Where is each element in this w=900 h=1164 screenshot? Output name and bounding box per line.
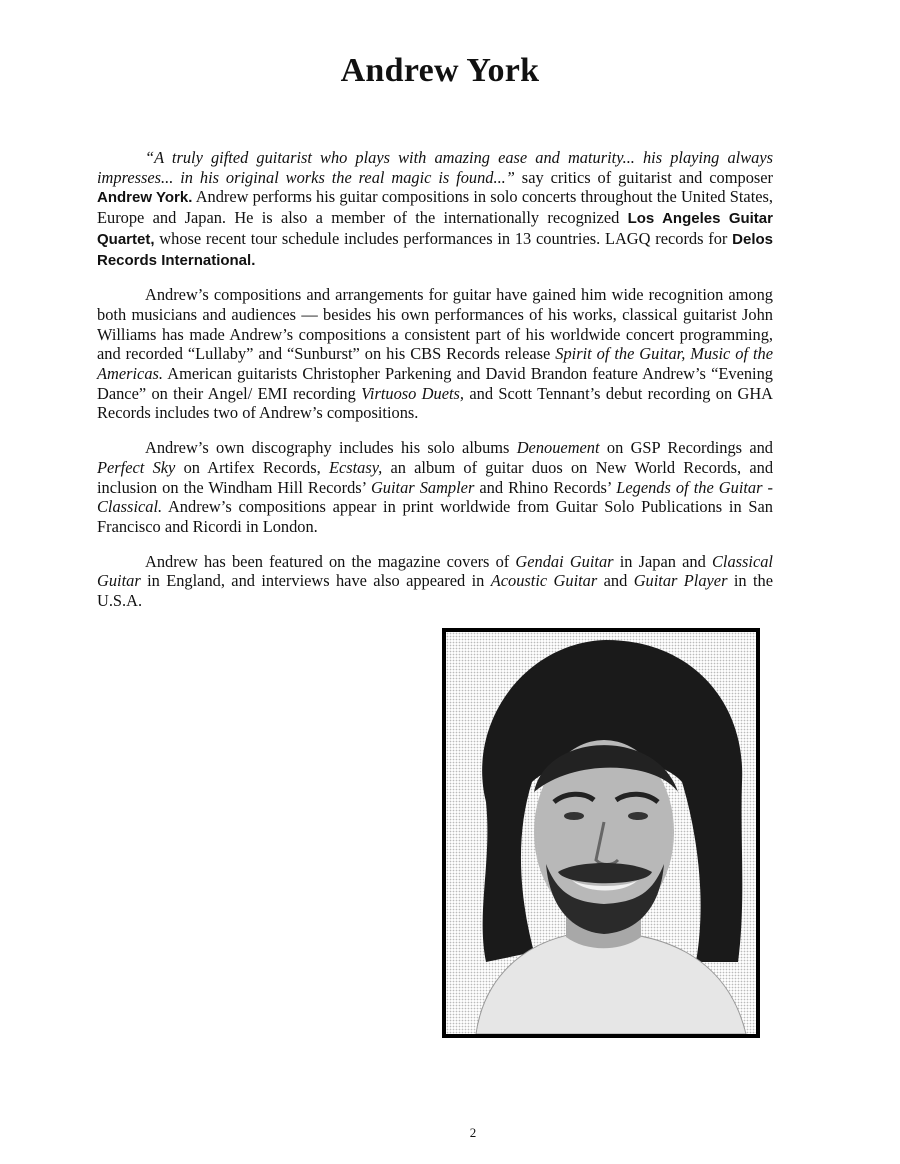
critics-quote: “A truly gifted guitarist who plays with amazing ease and maturity... his playing always impresses... in his original works the real magic is found...” bbox=[97, 148, 773, 187]
album-title: Legends of the Guitar - Classical. bbox=[97, 477, 774, 517]
text-run: and Scott Tennant’s debut recording on GHA Records includes two of Andrew’s compositions. bbox=[97, 383, 773, 423]
portrait-photo bbox=[442, 628, 760, 1038]
text-run: Andrew’s own discography includes his solo albums bbox=[145, 438, 517, 458]
text-run: and Rhino Records’ bbox=[474, 477, 617, 497]
magazine-title: Classical Guitar bbox=[97, 551, 773, 591]
text-run: American guitarists Christopher Parkening and David Brandon feature Andrew’s “Evening Dance” on their Angel/ EMI recording bbox=[97, 364, 773, 403]
page-title: Andrew York bbox=[340, 52, 540, 89]
right-eye bbox=[628, 812, 648, 820]
magazine-title: Acoustic Guitar bbox=[490, 571, 598, 591]
biography-text bbox=[97, 148, 773, 611]
text-run: whose recent tour schedule includes performances in 13 countries. LAGQ records for bbox=[154, 228, 733, 248]
paragraph-2 bbox=[97, 285, 773, 423]
portrait-illustration bbox=[446, 632, 756, 1034]
text-run: and bbox=[597, 571, 634, 591]
artist-name: Andrew York. bbox=[97, 189, 193, 207]
paragraph-3 bbox=[97, 438, 773, 537]
left-eye bbox=[564, 812, 584, 820]
text-run: Andrew’s compositions and arrangements for guitar have gained him wide recognition among both musicians and audiences — besides his own performances of his works, classical guitarist John Williams has made Andrew’s compositions a consistent part of his worldwide concert programming, and recorded “Lullaby” and “Sunburst” on his CBS Records release bbox=[97, 285, 773, 364]
album-title: Virtuoso Duets, bbox=[361, 383, 465, 403]
magazine-title: Guitar Player bbox=[633, 571, 728, 591]
page-number: 2 bbox=[469, 1125, 477, 1140]
album-title: Denouement bbox=[516, 438, 600, 458]
text-run: Andrew’s compositions appear in print worldwide from Guitar Solo Publications in San Francisco and Ricordi in London. bbox=[97, 497, 773, 536]
magazine-title: Gendai Guitar bbox=[515, 551, 614, 571]
album-title: Spirit of the Guitar, Music of the Americas. bbox=[97, 344, 773, 384]
record-label: Delos Records International. bbox=[97, 230, 773, 269]
text-run: in Japan and bbox=[613, 551, 712, 571]
text-run: on GSP Recordings and bbox=[599, 438, 773, 458]
text-run: Andrew has been featured on the magazine covers of bbox=[145, 551, 516, 571]
text-run: an album of guitar duos on New World Records, and inclusion on the Windham Hill Records’ bbox=[97, 457, 774, 497]
album-title: Perfect Sky bbox=[97, 457, 176, 477]
album-title: Ecstasy, bbox=[328, 457, 383, 477]
album-title: Guitar Sampler bbox=[370, 477, 475, 497]
text-run: on Artifex Records, bbox=[175, 457, 329, 477]
text-run: in England, and interviews have also appeared in bbox=[140, 571, 491, 591]
text-run: Andrew performs his guitar compositions in solo concerts throughout the United States, Europe and Japan. He is also a member of the internationally recognized bbox=[97, 187, 773, 228]
text-run: in the U.S.A. bbox=[97, 571, 773, 611]
paragraph-1 bbox=[97, 148, 773, 270]
group-name: Los Angeles Guitar Quartet, bbox=[97, 210, 773, 248]
text-run: say critics of guitarist and composer bbox=[514, 167, 773, 187]
paragraph-4 bbox=[97, 552, 773, 611]
